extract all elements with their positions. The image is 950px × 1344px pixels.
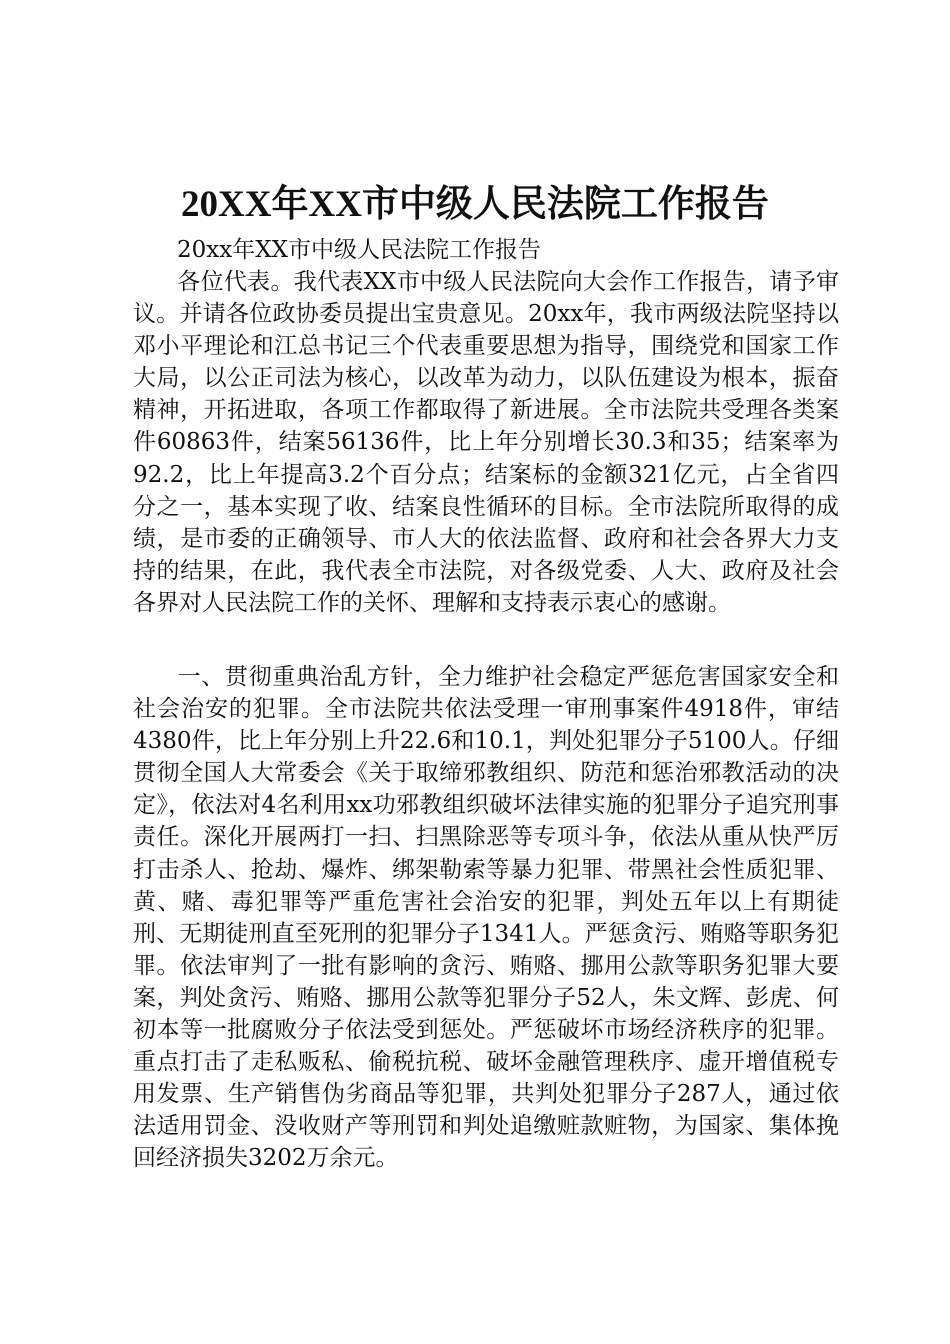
paragraph-intro xyxy=(133,266,839,619)
document-title: 20XX年XX市中级人民法院工作报告 xyxy=(181,184,769,225)
paragraph-section-one xyxy=(133,661,839,1175)
document-subtitle: 20xx年XX市中级人民法院工作报告 xyxy=(177,237,541,263)
paragraph-intro-text: 各位代表。我代表XX市中级人民法院向大会作工作报告，请予审议。并请各位政协委员提出宝贵意见。20xx年，我市两级法院坚持以邓小平理论和江总书记三个代表重要思想为指导，围绕党和国家工作大局，以公正司法为核心，以改革为动力，以队伍建设为根本，振奋精神，开拓进取，各项工作都取得了新进展。全市法院共受理各类案件60863件，结案56136件，比上年分别增长30.3和35；结案率为92.2，比上年提高3.2个百分点；结案标的金额321亿元，占全省四分之一，基本实现了收、结案良性循环的目标。全市法院所取得的成绩，是市委的正确领导、市人大的依法监督、政府和社会各界大力支持的结果，在此，我代表全市法院，对各级党委、人大、政府及社会各界对人民法院工作的关怀、理解和支持表示衷心的感谢。 xyxy=(133,269,839,616)
paragraph-section-one-text: 一、贯彻重典治乱方针，全力维护社会稳定严惩危害国家安全和社会治安的犯罪。全市法院共依法受理一审刑事案件4918件，审结4380件，比上年分别上升22.6和10.1，判处犯罪分子5100人。仔细贯彻全国人大常委会《关于取缔邪教组织、防范和惩治邪教活动的决定》，依法对4名利用xx功邪教组织破坏法律实施的犯罪分子追究刑事责任。深化开展两打一扫、扫黑除恶等专项斗争，依法从重从快严厉打击杀人、抢劫、爆炸、绑架勒索等暴力犯罪、带黑社会性质犯罪、黄、赌、毒犯罪等严重危害社会治安的犯罪，判处五年以上有期徒刑、无期徒刑直至死刑的犯罪分子1341人。严惩贪污、贿赂等职务犯罪。依法审判了一批有影响的贪污、贿赂、挪用公款等职务犯罪大要案，判处贪污、贿赂、挪用公款等犯罪分子52人，朱文辉、彭虎、何初本等一批腐败分子依法受到惩处。严惩破坏市场经济秩序的犯罪。重点打击了走私贩私、偷税抗税、破坏金融管理秩序、虚开增值税专用发票、生产销售伪劣商品等犯罪，共判处犯罪分子287人，通过依法适用罚金、没收财产等刑罚和判处追缴赃款赃物，为国家、集体挽回经济损失3202万余元。 xyxy=(133,664,839,1172)
